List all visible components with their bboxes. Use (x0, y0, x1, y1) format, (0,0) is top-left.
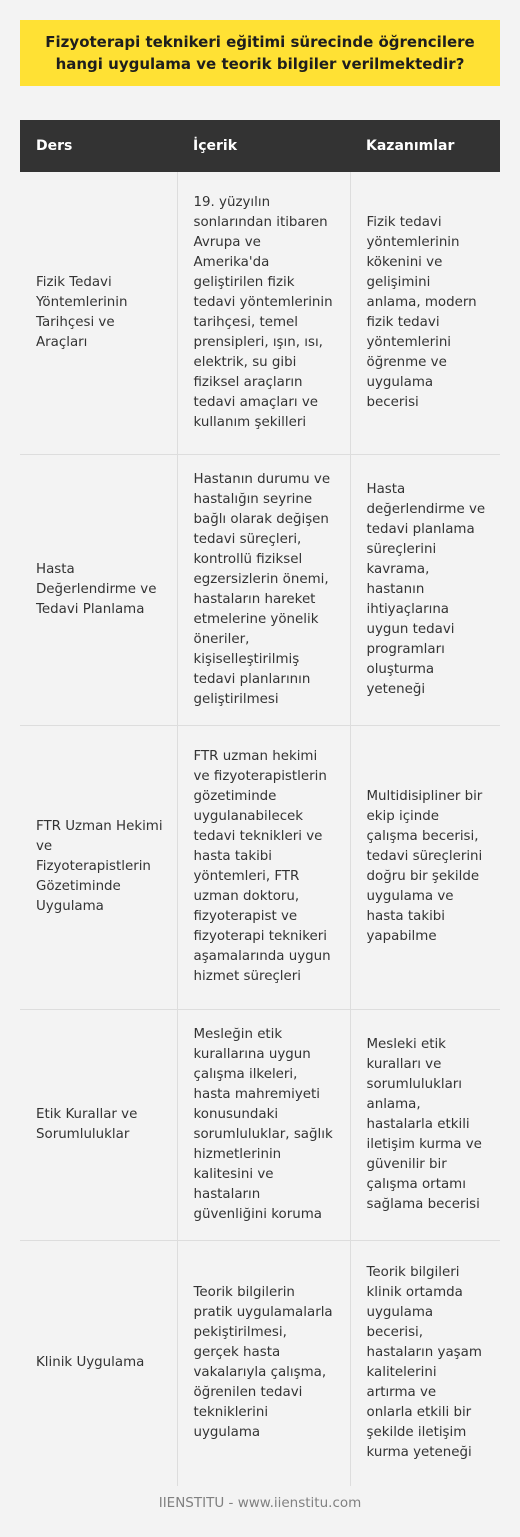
cell-ders: Hasta Değerlendirme ve Tedavi Planlama (20, 454, 177, 725)
table-row (20, 172, 500, 454)
cell-ders: Fizik Tedavi Yöntemlerinin Tarihçesi ve Araçları (20, 172, 177, 454)
cell-icerik: Mesleğin etik kurallarına uygun çalışma ilkeleri, hasta mahremiyeti konusundaki sorumluluklar, sağlık hizmetlerinin kalitesini ve hastaların güvenliğini koruma (177, 1009, 350, 1240)
table-row (20, 1009, 500, 1240)
column-header-ders: Ders (20, 120, 177, 172)
course-table (20, 120, 500, 1486)
cell-icerik: FTR uzman hekimi ve fizyoterapistlerin gözetiminde uygulanabilecek tedavi teknikleri ve hasta takibi yöntemleri, FTR uzman doktoru, fizyoterapist ve fizyoterapi teknikeri aşamalarında uygun hizmet süreçleri (177, 725, 350, 1009)
title-banner (20, 20, 500, 86)
cell-ders: FTR Uzman Hekimi ve Fizyoterapistlerin Gözetiminde Uygulama (20, 725, 177, 1009)
cell-icerik: 19. yüzyılın sonlarından itibaren Avrupa ve Amerika'da geliştirilen fizik tedavi yöntemlerinin tarihçesi, temel prensipleri, ışın, ısı, elektrik, su gibi fiziksel araçların tedavi amaçları ve kullanım şekilleri (177, 172, 350, 454)
cell-kazanimlar: Fizik tedavi yöntemlerinin kökenini ve gelişimini anlama, modern fizik tedavi yöntemlerini öğrenme ve uygulama becerisi (366, 214, 477, 410)
table-row (20, 725, 500, 1009)
page-title: Fizyoterapi teknikeri eğitimi sürecinde öğrencilere hangi uygulama ve teorik bilgiler verilmektedir? (45, 33, 475, 73)
cell-ders: Etik Kurallar ve Sorumluluklar (20, 1009, 177, 1240)
footer-credit: IIENSTITU - www.iienstitu.com (158, 1495, 362, 1511)
column-header-kazanimlar: Kazanımlar (350, 120, 500, 172)
table-header-row (20, 120, 500, 172)
cell-kazanimlar: Mesleki etik kuralları ve sorumlulukları anlama, hastalarla etkili iletişim kurma ve güvenilir bir çalışma ortamı sağlama becerisi (350, 1009, 500, 1240)
cell-icerik: Hastanın durumu ve hastalığın seyrine bağlı olarak değişen tedavi süreçleri, kontrollü fiziksel egzersizlerin önemi, hastaların hareket etmelerine yönelik öneriler, kişiselleştirilmiş tedavi planlarının geliştirilmesi (177, 454, 350, 725)
cell-kazanimlar: Hasta değerlendirme ve tedavi planlama süreçlerini kavrama, hastanın ihtiyaçlarına uygun tedavi programları oluşturma yeteneği (350, 454, 500, 725)
table-row (20, 454, 500, 725)
cell-ders: Klinik Uygulama (20, 1240, 177, 1486)
cell-kazanimlar: Multidisipliner bir ekip içinde çalışma becerisi, tedavi süreçlerini doğru bir şekilde uygulama ve hasta takibi yapabilme (350, 725, 500, 1009)
table-row (20, 1240, 500, 1486)
column-header-icerik: İçerik (177, 120, 350, 172)
cell-kazanimlar: Teorik bilgileri klinik ortamda uygulama becerisi, hastaların yaşam kalitelerini artırma ve onlarla etkili bir şekilde iletişim kurma yeteneği (350, 1240, 500, 1486)
cell-icerik: Teorik bilgilerin pratik uygulamalarla pekiştirilmesi, gerçek hasta vakalarıyla çalışma, öğrenilen tedavi tekniklerini uygulama (177, 1240, 350, 1486)
